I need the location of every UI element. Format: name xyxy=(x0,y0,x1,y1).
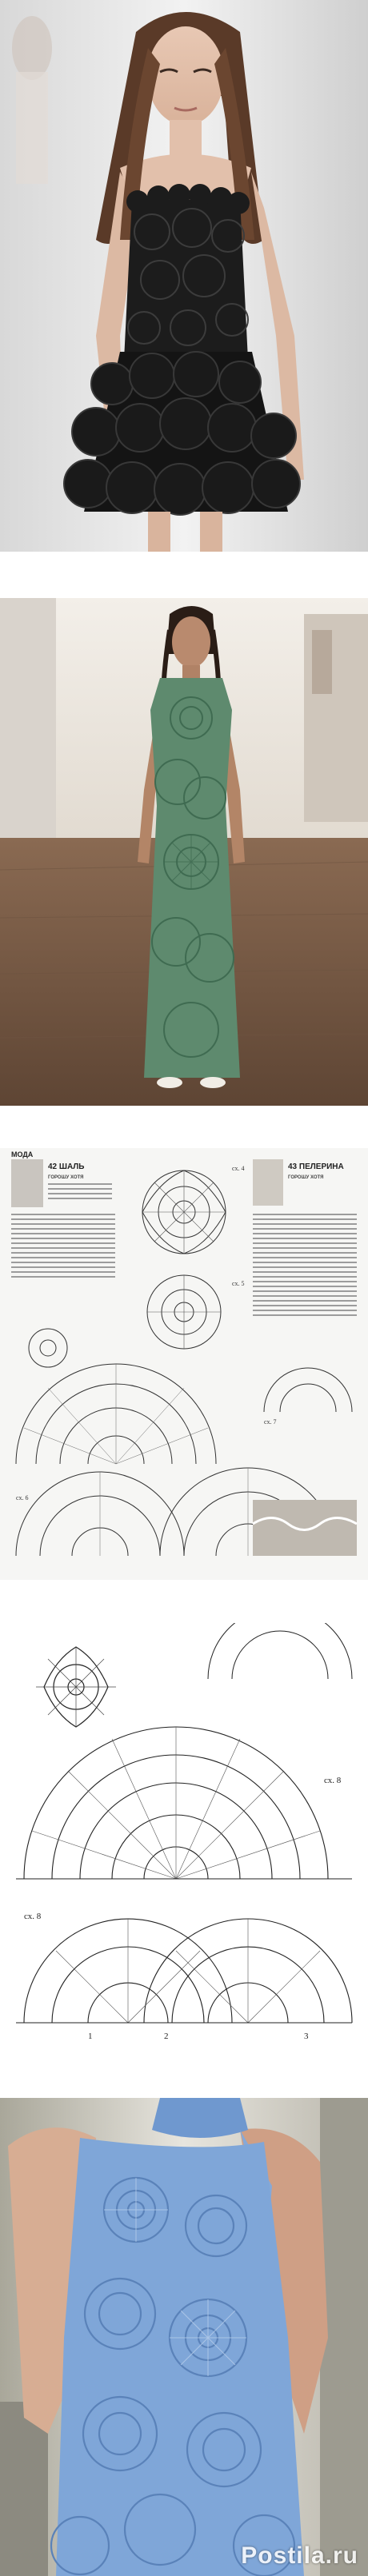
pattern-subtitle-right: ГОРОШУ ХОТЯ xyxy=(288,1175,324,1180)
pattern-title-left: 42 ШАЛЬ xyxy=(48,1162,85,1171)
photo-thumb-edging xyxy=(253,1500,357,1556)
crochet-chart-closeup xyxy=(0,1623,368,2055)
magazine-brand: МОДА xyxy=(11,1150,34,1158)
diagram-label-8b: сх. 8 xyxy=(24,1912,42,1921)
diagram-label-4: сх. 4 xyxy=(232,1165,245,1172)
blue-top-illustration xyxy=(0,2098,368,2576)
photo-blue-crochet-top xyxy=(0,2098,368,2576)
green-dress-illustration xyxy=(0,598,368,1106)
photo-thumb-cape xyxy=(253,1159,283,1206)
black-dress-illustration xyxy=(0,0,368,552)
diagram-row-1: 1 xyxy=(88,2032,93,2041)
diagram-label-8a: сх. 8 xyxy=(324,1776,342,1785)
magazine-page-crochet-charts xyxy=(0,1148,368,1580)
diagram-row-3: 3 xyxy=(304,2032,309,2041)
photo-runway-green-dress xyxy=(0,598,368,1106)
pattern-subtitle-left: ГОРОШУ ХОТЯ xyxy=(48,1175,84,1180)
photo-thumb-shawl xyxy=(11,1159,43,1207)
watermark-postila: Postila.ru xyxy=(241,2542,358,2569)
diagram-label-7: сх. 7 xyxy=(264,1418,277,1426)
diagram-label-6: сх. 6 xyxy=(16,1494,29,1501)
pattern-title-right: 43 ПЕЛЕРИНА xyxy=(288,1162,344,1171)
diagram-row-2: 2 xyxy=(164,2032,169,2041)
diagram-label-5: сх. 5 xyxy=(232,1280,245,1287)
photo-runway-black-dress xyxy=(0,0,368,552)
magazine-page-illustration xyxy=(0,1148,368,1580)
chart-closeup-illustration xyxy=(0,1623,368,2055)
